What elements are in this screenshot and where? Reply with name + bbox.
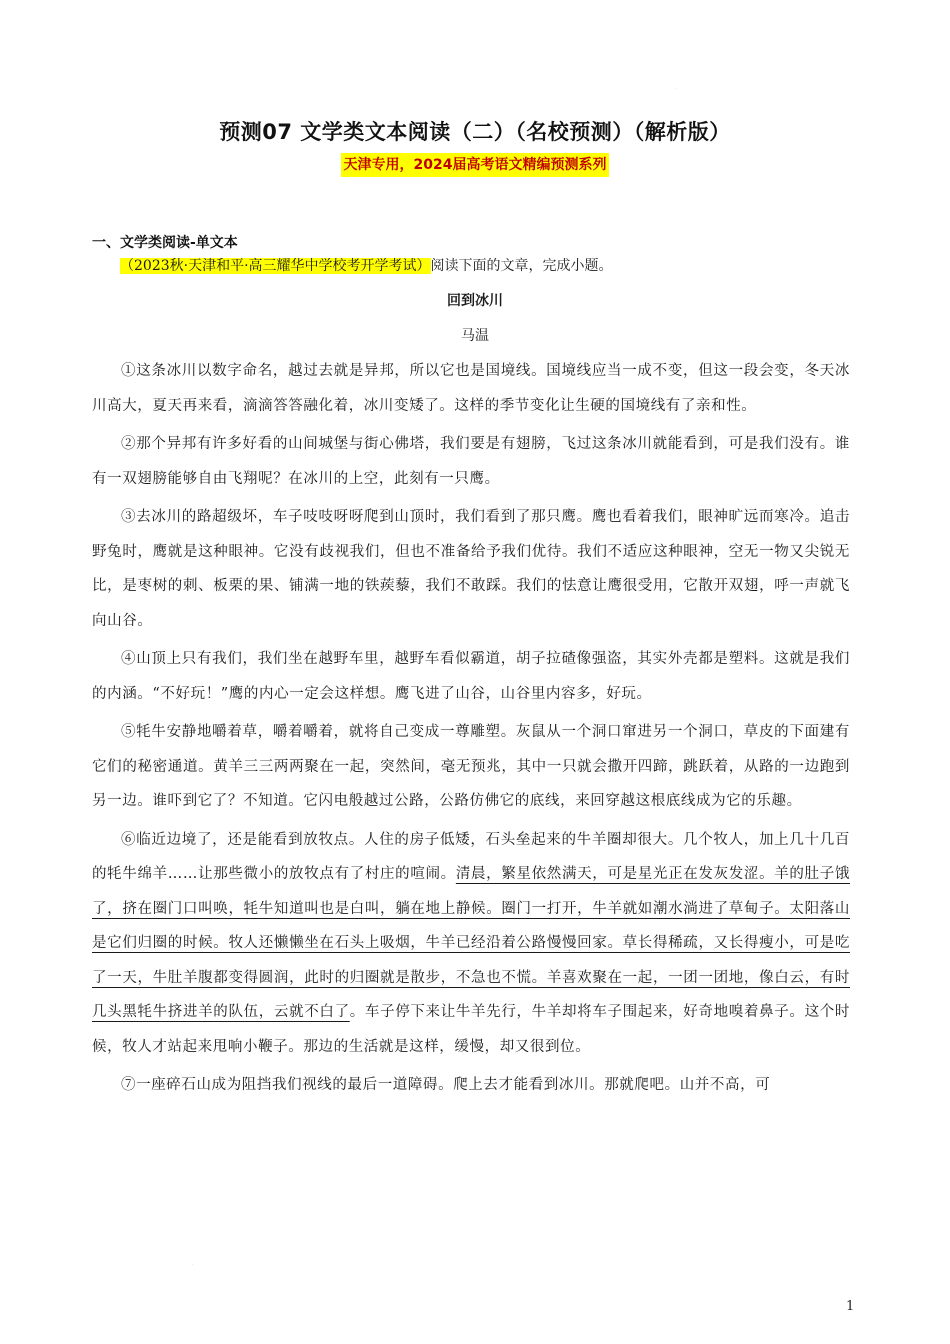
source-instruction: 阅读下面的文章，完成小题。 bbox=[430, 258, 613, 274]
article-body bbox=[92, 354, 850, 1107]
scan-mark: · bbox=[192, 1262, 194, 1268]
paragraph-4: ④山顶上只有我们，我们坐在越野车里，越野车看似霸道，胡子拉碴像强盗，其实外壳都是塑料。这就是我们的内涵。“不好玩！”鹰的内心一定会这样想。鹰飞进了山谷，山谷里内容多，好玩。 bbox=[92, 651, 850, 702]
source-tag: （2023秋·天津和平·高三耀华中学校考开学考试） bbox=[120, 258, 431, 274]
paragraph-7: ⑦一座碎石山成为阻挡我们视线的最后一道障碍。爬上去才能看到冰川。那就爬吧。山并不高，可 bbox=[121, 1077, 771, 1093]
document-title: 预测07 文学类文本阅读（二）（名校预测）（解析版） bbox=[219, 120, 731, 144]
article-author: 马温 bbox=[461, 328, 489, 344]
paragraph-2: ②那个异邦有许多好看的山间城堡与街心佛塔，我们要是有翅膀，飞过这条冰川就能看到，可是我们没有。谁有一双翅膀能够自由飞翔呢？在冰川的上空，此刻有一只鹰。 bbox=[92, 436, 850, 487]
paragraph-1: ①这条冰川以数字命名，越过去就是异邦，所以它也是国境线。国境线应当一成不变，但这一段会变，冬天冰川高大，夏天再来看，滴滴答答融化着，冰川变矮了。这样的季节变化让生硬的国境线有了亲和性。 bbox=[92, 363, 850, 414]
source-line bbox=[92, 255, 862, 277]
paragraph-6-intro: ⑥临近边境了，还是能看到放牧点。人住的房子低矮，石头垒起来的牛羊圈却很大。几个牧人，加上几十几百的牦牛绵羊……让那些微小的放牧点有了村庄的喧闹。 bbox=[92, 831, 850, 882]
paragraph-6-outro: 。车子停下来让牛羊先行，牛羊却将车子围起来，好奇地嗅着鼻子。这个时候，牧人才站起来甩响小鞭子。那边的生活就是这样，缓慢，却又很到位。 bbox=[92, 1004, 851, 1055]
article-title: 回到冰川 bbox=[447, 293, 503, 309]
paragraph-5: ⑤牦牛安静地嚼着草，嚼着嚼着，就将自己变成一尊雕塑。灰鼠从一个洞口窜进另一个洞口，草皮的下面建有它们的秘密通道。黄羊三三两两聚在一起，突然间，毫无预兆，其中一只就会撒开四蹄，跳跃着，从路的一边跑到另一边。谁吓到它了？不知道。它闪电般越过公路，公路仿佛它的底线，来回穿越这根底线成为它的乐趣。 bbox=[92, 724, 850, 809]
document-subtitle: 天津专用，2024届高考语文精编预测系列 bbox=[341, 153, 610, 177]
paragraph-6 bbox=[92, 823, 850, 1065]
underlined-passage: 清晨，繁星依然满天，可是星光正在发灰发涩。羊的肚子饿了，挤在圈门口叫唤，牦牛知道叫也是白叫，躺在地上静候。圈门一打开，牛羊就如潮水淌进了草甸子。太阳落山是它们归圈的时候。牧人还懒懒坐在石头上吸烟，牛羊已经沿着公路慢慢回家。草长得稀疏，又长得瘦小，可是吃了一天，牛肚羊腹都变得圆润，此时的归圈就是散步，不急也不慌。羊喜欢聚在一起，一团一团地，像白云，有时几头黑牦牛挤进羊的队伍，云就不白了 bbox=[92, 866, 850, 1020]
paragraph-3: ③去冰川的路超级坏，车子吱吱呀呀爬到山顶时，我们看到了那只鹰。鹰也看着我们，眼神旷远而寒冷。追击野兔时，鹰就是这种眼神。它没有歧视我们，但也不准备给予我们优待。我们不适应这种眼神，空无一物又尖锐无比，是枣树的刺、板栗的果、铺满一地的铁蒺藜，我们不敢踩。我们的怯意让鹰很受用，它散开双翅，呼一声就飞向山谷。 bbox=[92, 509, 850, 629]
scan-mark: · bbox=[676, 86, 678, 92]
section-heading: 一、文学类阅读-单文本 bbox=[92, 235, 238, 251]
page-number: 1 bbox=[846, 1299, 855, 1314]
subtitle-container bbox=[0, 153, 950, 177]
